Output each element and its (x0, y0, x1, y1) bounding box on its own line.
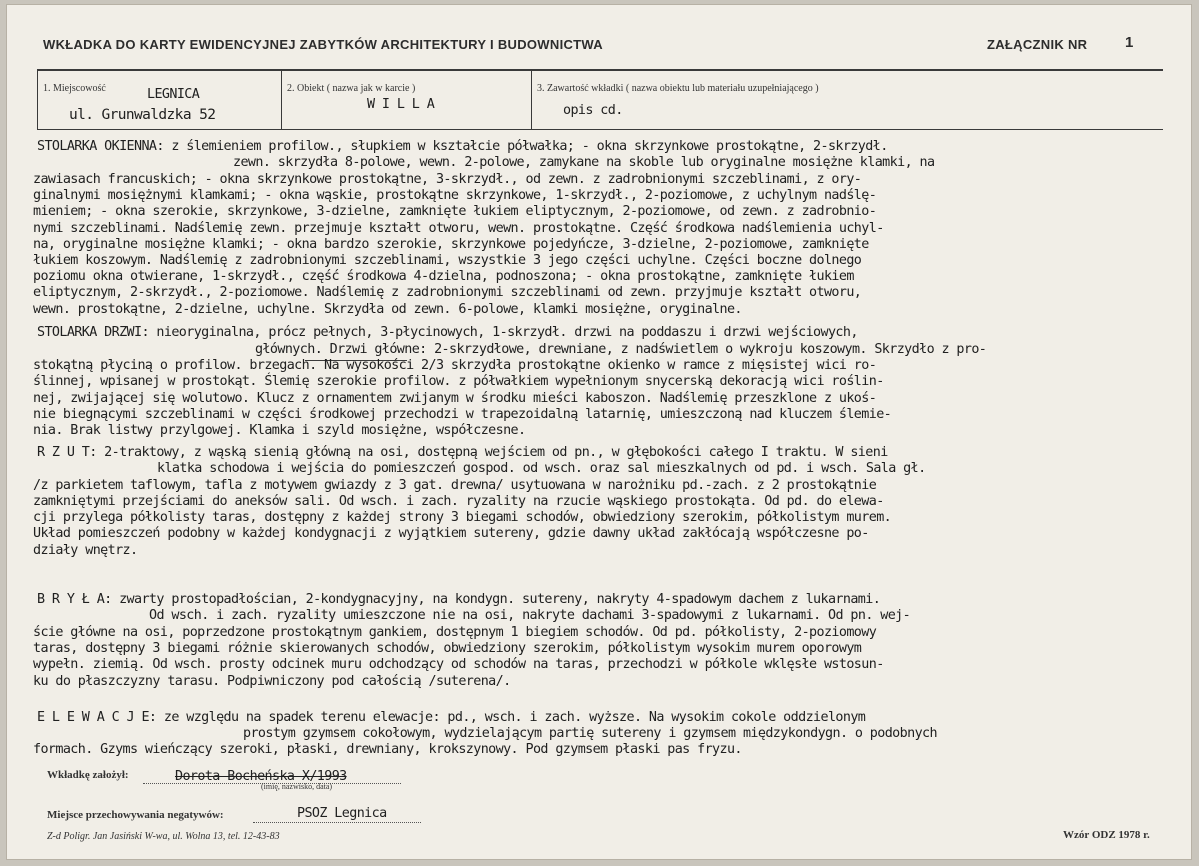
negatives-value: PSOZ Legnica (297, 806, 387, 821)
text-line: STOLARKA OKIENNA: z ślemieniem profilow., słupkiem w kształcie półwałka; - okna skrzynkowe prostokątne, 2-skrzydł. (37, 139, 888, 154)
text-line: E L E W A C J E: ze względu na spadek terenu elewacje: pd., wsch. i zach. wyższe. Na wysokim cokole oddzielonym (37, 710, 866, 725)
location-city: LEGNICA (147, 87, 200, 102)
text-line: nej, zwijającej się wolutowo. Klucz z ornamentem zwijanym w środku mieści kaboszon. Nadślemię przeszklone z ukoś- (33, 391, 877, 406)
attachment-label: ZAŁĄCZNIK NR (987, 37, 1088, 52)
negatives-label: Miejsce przechowywania negatywów: (47, 809, 224, 821)
text-line: formach. Gzyms wieńczący szeroki, płaski, drewniany, krokszynowy. Pod gzymsem płaski pas fryzu. (33, 742, 742, 757)
text-line: nia. Brak listwy przylgowej. Klamka i szyld mosiężne, współczesne. (33, 423, 526, 438)
text-line: B R Y Ł A: zwarty prostopadłościan, 2-kondygnacyjny, na kondygn. sutereny, nakryty 4-spadowym dachem z lukarnami. (37, 592, 881, 607)
text-line: cji przylega półkolisty taras, dostępny z każdej strony 3 biegami schodów, obwiedziony szerokim, półkolistym murem. (33, 510, 892, 525)
text-line: wypełn. ziemią. Od wsch. prosty odcinek muru odchodzący od schodów na taras, przechodzi w półkole wklęsłe wstosun- (33, 657, 884, 672)
text-line: Układ pomieszczeń podobny w każdej kondygnacji z wyjątkiem sutereny, gdzie dawny układ zakłócają współczesne po- (33, 526, 869, 541)
form-code: Wzór ODZ 1978 r. (1063, 829, 1150, 841)
header-top-rule (37, 69, 1163, 71)
field-divider-2 (531, 69, 532, 130)
text-line: /z parkietem taflowym, tafla z motywem gwiazdy z 3 gat. drewna/ usytuowana w narożniku pd.-zach. z 2 prostokątnie (33, 478, 877, 493)
text-line: poziomu okna otwierane, 1-skrzydł., część środkowa 4-dzielna, podnoszona; - okna prostokątne, zamknięte łukiem (33, 269, 854, 284)
text-line: STOLARKA DRZWI: nieoryginalna, prócz pełnych, 3-płycinowych, 1-skrzydł. drzwi na poddaszu i drzwi wejściowych, (37, 325, 858, 340)
location-street: ul. Grunwaldzka 52 (69, 107, 216, 123)
text-line: zawiasach francuskich; - okna skrzynkowe prostokątne, 3-skrzydł., od zewn. z zadrobnionymi szczeblinami, z ory- (33, 172, 862, 187)
text-line: klatka schodowa i wejścia do pomieszczeń gospod. od wsch. oraz sal mieszkalnych od pd. i wsch. Sala gł. (157, 461, 926, 476)
card-title: WKŁADKA DO KARTY EWIDENCYJNEJ ZABYTKÓW ARCHITEKTURY I BUDOWNICTWA (43, 37, 603, 52)
text-line: ginalnymi mosiężnymi klamkami; - okna wąskie, prostokątne skrzynkowe, 1-skrzydł., 2-poziomowe, z uchylnym nadślę- (33, 188, 877, 203)
text-line: głównych. Drzwi główne: 2-skrzydłowe, drewniane, z nadświetlem o wykroju koszowym. Skrzydło z pro- (255, 342, 987, 357)
object-value: W I L L A (367, 97, 435, 112)
author-hint: (imię, nazwisko, data) (261, 782, 333, 791)
printer-imprint: Z-d Poligr. Jan Jasiński W-wa, ul. Wolna 13, tel. 12-43-83 (47, 831, 280, 842)
text-line: działy wnętrz. (33, 543, 138, 558)
author-label: Wkładkę założył: (47, 769, 129, 781)
text-line: Od wsch. i zach. ryzality umieszczone nie na osi, nakryte dachami 3-spadowymi z lukarnami. Od pn. wej- (149, 608, 911, 623)
record-card (6, 4, 1192, 860)
text-line: zewn. skrzydła 8-polowe, wewn. 2-polowe, zamykane na skoble lub oryginalne mosiężne klamki, na (233, 155, 935, 170)
author-value: Dorota Bocheńska X/1993 (175, 769, 347, 784)
text-line: eliptycznym, 2-skrzydł., 2-poziomowe. Nadślemię z zadrobnionymi szczeblinami od zewn. przyjmuje kształt otworu, (33, 285, 862, 300)
content-value: opis cd. (563, 103, 623, 118)
object-label: 2. Obiekt ( nazwa jak w karcie ) (287, 83, 416, 94)
text-line: ku do płaszczyzny tarasu. Podpiwniczony pod całością /suterena/. (33, 674, 511, 689)
text-line: wewn. prostokątne, 2-dzielne, uchylne. Skrzydła od zewn. 6-polowe, klamki mosiężne, oryginalne. (33, 302, 742, 317)
negatives-dotted-line (253, 822, 421, 823)
text-line: prostym gzymsem cokołowym, wydzielającym partię sutereny i gzymsem międzykondygn. o podobnych (243, 726, 937, 741)
content-label: 3. Zawartość wkładki ( nazwa obiektu lub materiału uzupełniającego ) (537, 83, 819, 94)
field-divider-1 (281, 69, 282, 130)
text-line: ście główne na osi, poprzedzone prostokątnym gankiem, dostępnym 1 biegiem schodów. Od pd. półkolisty, 2-poziomowy (33, 625, 877, 640)
text-line: ślinnej, wpisanej w prostokąt. Ślemię szerokie profilow. z półwałkiem wypełnionym snycerską dekoracją wici roślin- (33, 374, 884, 389)
text-line: na, oryginalne mosiężne klamki; - okna bardzo szerokie, skrzynkowe pojedyńcze, 3-dzielne, 2-poziomowe, zamknięte (33, 237, 869, 252)
text-line: nymi szczeblinami. Nadślemię zewn. przejmuje kształt otworu, wewn. prostokątne. Część środkowa nadślemienia uchyl- (33, 221, 884, 236)
text-line: taras, dostępny 3 biegami różnie skierowanych schodów, obwiedziony szerokim, półkolistym wysokim murem oporowym (33, 641, 862, 656)
text-line: R Z U T: 2-traktowy, z wąską sienią główną na osi, dostępną wejściem od pn., w głębokości całego I traktu. W sieni (37, 445, 888, 460)
text-line: mieniem; - okna szerokie, skrzynkowe, 3-dzielne, zamknięte łukiem eliptycznym, 2-poziomowe, od zewn. z zadrobnio- (33, 204, 877, 219)
text-line: zamkniętymi przejściami do aneksów sali. Od wsch. i zach. ryzality na rzucie wąskiego prostokąta. Od pd. do elewa- (33, 494, 884, 509)
field-divider-left (37, 69, 38, 130)
location-label: 1. Miejscowość (43, 83, 106, 94)
header-bottom-rule (37, 129, 1163, 130)
text-line: łukiem koszowym. Nadślemię z zadrobnionymi szczeblinami, wszystkie 3 jego części uchylne. Części boczne dolnego (33, 253, 862, 268)
text-line: stokątną płyciną o profilow. brzegach. Na wysokości 2/3 skrzydła prostokątne okienko w ramce z mięsistej wici ro- (33, 358, 877, 373)
attachment-number: 1 (1125, 34, 1134, 51)
text-line: nie biegnącymi szczeblinami w części środkowej przechodzi w trapezoidalną latarnię, umieszczoną nad kluczem ślemie- (33, 407, 892, 422)
